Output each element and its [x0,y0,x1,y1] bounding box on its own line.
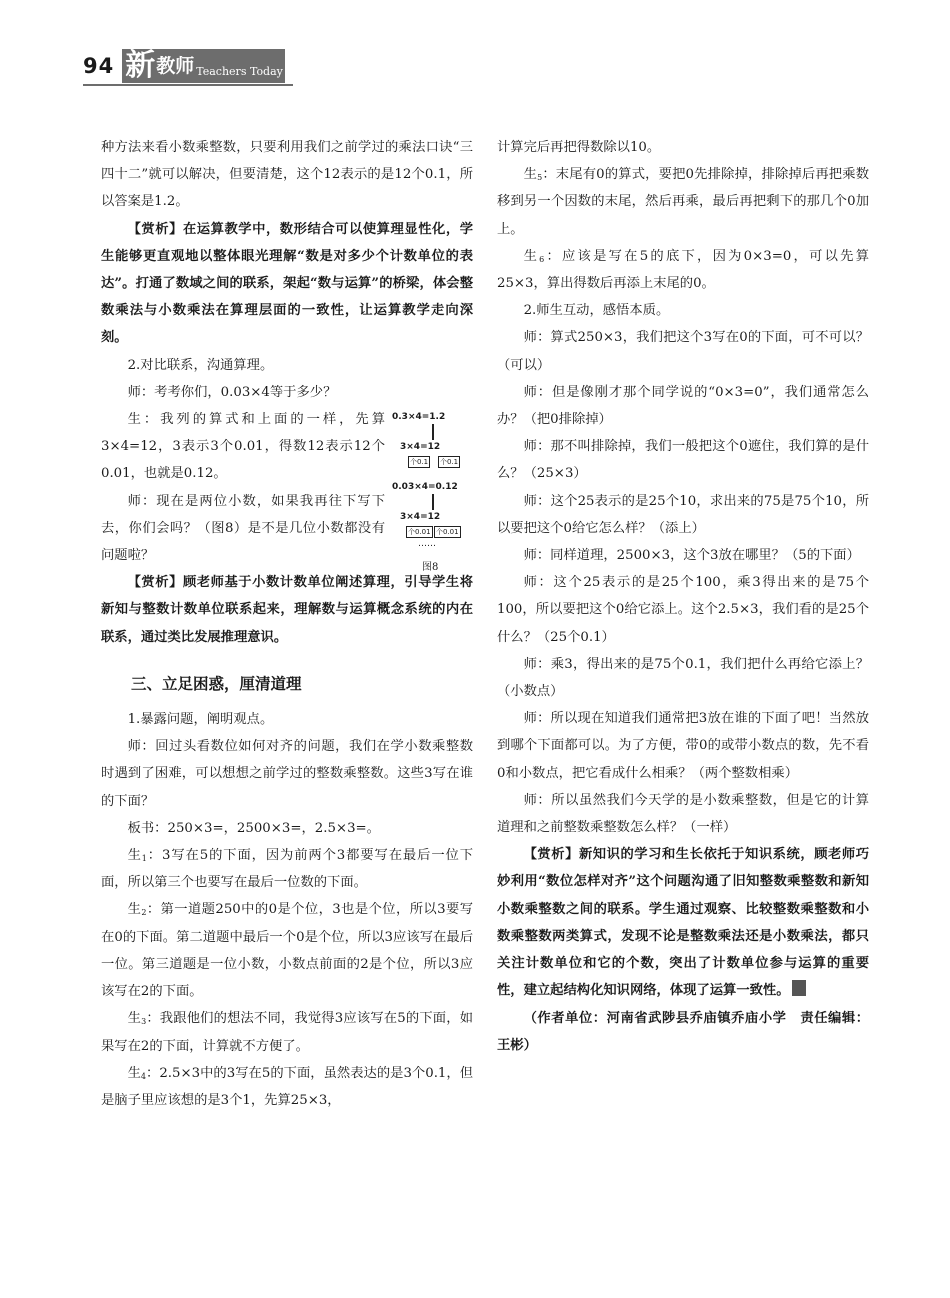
subheading: 2.师生互动，感悟本质。 [523,303,670,319]
paragraph: 师：这个25表示的是25个100，乘3得出来的是75个100，所以要把这个0给它添上。这个2.5×3，我们看的是25个什么？（25个0.1） [497,575,869,645]
speaker-index: 1 [141,854,147,864]
paragraph [101,1060,473,1114]
speaker-label: 生 [127,1011,142,1027]
paragraph: 计算完后再把得数除以10。 [497,140,661,155]
paragraph [101,896,473,1005]
end-mark-icon [792,980,806,996]
figure-unit-box: 个0.1 [410,458,429,466]
paragraph: 板书：250×3=，2500×3=，2.5×3=。 [127,820,380,836]
paragraph: 师：所以虽然我们今天学的是小数乘整数，但是它的计算道理和之前整数乘整数怎么样？（一样） [497,792,869,836]
speaker-label: 生 [127,1065,141,1081]
paragraph: 师：所以现在知道我们通常把3放在谁的下面了吧！当然放到哪个下面都可以。为了方便，带0的或带小数点的数，先不看0和小数点，把它看成什么相乘？（两个整数相乘） [497,711,869,781]
commentary-text: 【赏析】新知识的学习和生长依托于知识系统，顾老师巧妙利用“数位怎样对齐”这个问题沟通了旧知整数乘整数和新知小数乘整数之间的联系。学生通过观察、比较整数乘整数和小数乘整数两类算式，发现不论是整数乘法还是小数乘法，都只关注计数单位和它的个数，突出了计数单位参与运算的重要性，建立起结构化知识网络，体现了运算一致性。 [497,847,869,999]
figure-unit-box: 个0.1 [440,458,459,466]
logo-english: Teachers Today [196,65,283,78]
speaker-label: 生 [127,848,142,864]
paragraph: 师：现在是两位小数，如果我再往下写下去，你们会吗？（图8）是不是几位小数都没有问题啦？ [101,493,385,564]
subheading: 2.对比联系，沟通算理。 [127,357,274,373]
paragraph: 师：乘3，得出来的是75个0.1，我们把什么再给它添上？（小数点） [497,656,869,700]
page-header [83,44,285,88]
section-title: 三、立足困惑，厘清道理 [131,674,302,693]
left-column [101,134,473,1114]
commentary-paragraph [497,841,869,1004]
figure-8 [388,412,466,572]
speaker-label: 生 [523,167,538,183]
header-rule [83,84,293,86]
author-info: （作者单位：河南省武陟县乔庙镇乔庙小学 责任编辑：王彬） [497,1010,869,1053]
speech-text: ：3写在5的下面，因为前两个3都要写在最后一位下面，所以第三个也要写在最后一位数的下面。 [101,848,473,891]
speaker-index: 4 [140,1071,147,1081]
speech-text: ：第一道题250中的0是个位，3也是个位，所以3要写在0的下面。第二道题中最后一个0是个位，所以3应该写在最后一位。第三道题是一位小数，小数点前面的2是个位，所以3应该写在2的下面。 [101,902,474,1000]
speaker-index: 2 [141,908,147,918]
speech-text: ：应该是写在5的底下，因为0×3=0，可以先算25×3，算出得数后再添上末尾的0。 [497,248,870,292]
paragraph [101,842,473,896]
speaker-index: 6 [539,254,545,264]
paragraph [497,243,869,297]
page-number: 94 [83,54,115,78]
paragraph [101,1005,473,1059]
speaker-index: 3 [141,1017,147,1027]
paragraph [497,161,869,243]
paragraph: 师：那不叫排除掉，我们一般把这个0遮住，我们算的是什么？（25×3） [497,439,869,482]
subheading: 1.暴露问题，阐明观点。 [127,712,274,728]
commentary-paragraph: 【赏析】顾老师基于小数计数单位阐述算理，引导学生将新知与整数计数单位联系起来，理解数与运算概念系统的内在联系，通过类比发展推理意识。 [101,575,473,645]
figure-equation: 0.03×4=0.12 [392,482,458,492]
figure-equation: 3×4=12 [400,512,441,522]
paragraph: 师：回过头看数位如何对齐的问题，我们在学小数乘整数时遇到了困难，可以想想之前学过的整数乘整数。这些3写在谁的下面？ [101,739,473,809]
speech-text: ：2.5×3中的3写在5的下面，虽然表达的是3个0.1，但是脑子里应该想的是3个1，先算25×3， [101,1065,474,1108]
figure-unit-box: 个0.01 [408,528,431,536]
figure-ellipsis: …… [418,539,436,549]
speaker-index: 5 [537,173,543,183]
speech-text: ：末尾有0的算式，要把0先排除掉，排除掉后再把乘数移到另一个因数的末尾，然后再乘，最后再把剩下的那几个0加上。 [497,167,870,237]
paragraph: 师：同样道理，2500×3，这个3放在哪里？（5的下面） [523,548,860,564]
figure-connector [432,424,434,440]
figure-caption: 图8 [422,562,439,573]
speech-text: ：我跟他们的想法不同，我觉得3应该写在5的下面，如果写在2的下面，计算就不方便了。 [101,1011,474,1054]
speaker-label: 生 [127,902,142,918]
paragraph: 师：算式250×3，我们把这个3写在0的下面，可不可以？（可以） [497,330,869,373]
figure-connector [432,494,434,510]
figure-equation: 3×4=12 [400,442,441,452]
paragraph: 师：这个25表示的是25个10，求出来的75是75个10，所以要把这个0给它怎么样？（添上） [497,493,869,536]
figure-equation: 0.3×4=1.2 [392,412,446,422]
right-column [497,134,869,1059]
paragraph: 师：考考你们，0.03×4等于多少？ [127,384,337,400]
logo-small-chars: 教师 [156,55,195,77]
paragraph: 种方法来看小数乘整数，只要利用我们之前学过的乘法口诀“三四十二”就可以解决，但要清楚，这个12表示的是12个0.1，所以答案是1.2。 [101,140,473,210]
commentary-paragraph: 【赏析】在运算教学中，数形结合可以使算理显性化，学生能够更直观地以整体眼光理解“数是对多少个计数单位的表达”。打通了数域之间的联系，架起“数与运算”的桥梁，体会整数乘法与小数乘法在算理层面的一致性，让运算教学走向深刻。 [101,221,473,346]
figure-unit-box: 个0.01 [436,528,459,536]
paragraph: 生：我列的算式和上面的一样，先算3×4=12，3表示3个0.01，得数12表示12个0.01，也就是0.12。 [101,412,385,482]
paragraph: 师：但是像刚才那个同学说的“0×3=0”，我们通常怎么办？（把0排除掉） [497,384,869,428]
logo-big-char: 新 [125,48,156,83]
magazine-logo [122,49,285,83]
speaker-label: 生 [523,248,540,264]
